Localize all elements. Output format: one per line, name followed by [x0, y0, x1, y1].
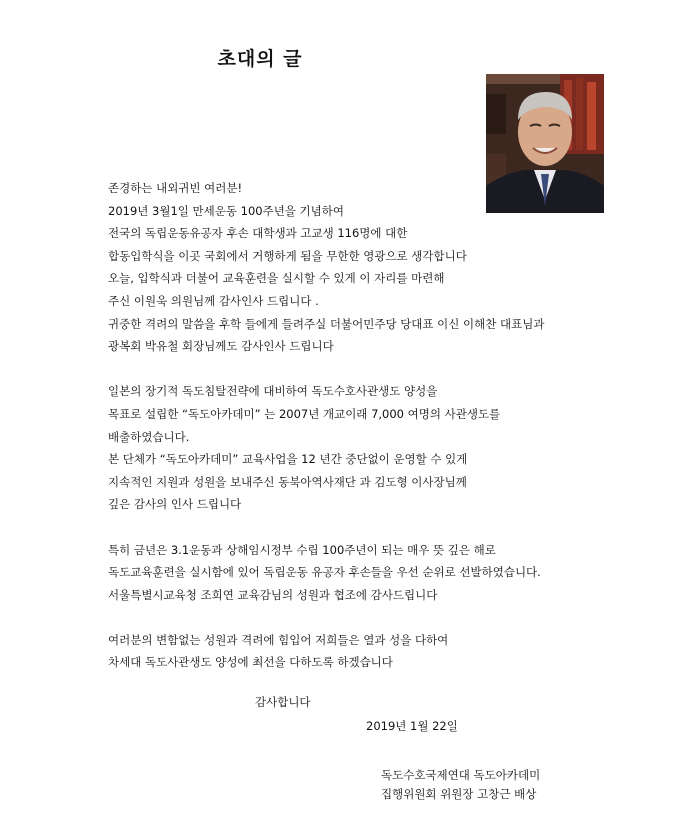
- letter-date: 2019년 1월 22일: [366, 719, 458, 733]
- text-line: 귀중한 격려의 말씀을 후학 들에게 들려주실 더불어민주당 당대표 이신 이해찬 대표님과: [108, 316, 545, 331]
- signature-block: [381, 766, 540, 804]
- text-line: 여러분의 변함없는 성원과 격려에 힘입어 저희들은 열과 성을 다하여: [108, 632, 449, 647]
- text-line: 오늘, 입학식과 더불어 교육훈련을 실시할 수 있게 이 자리를 마련해: [108, 271, 445, 286]
- text-line: 광복회 박유철 회장님께도 감사인사 드립니다: [108, 339, 334, 354]
- signature-organization: 독도수호국제연대 독도아카데미: [381, 768, 541, 782]
- text-line: 차세대 독도사관생도 양성에 최선을 다하도록 하겠습니다: [108, 655, 393, 670]
- paragraph-spacer: [108, 358, 688, 381]
- text-line: 존경하는 내외귀빈 여러분!: [108, 181, 243, 195]
- text-line: 합동입학식을 이곳 국회에서 거행하게 됨을 무한한 영광으로 생각합니다: [108, 248, 467, 263]
- paragraph-spacer: [108, 516, 688, 539]
- page-title: 초대의 글: [217, 48, 303, 70]
- text-line: 본 단체가 “독도아카데미” 교육사업을 12 년간 중단없이 운영할 수 있게: [108, 452, 468, 467]
- text-line: 깊은 감사의 인사 드립니다: [108, 497, 242, 512]
- paragraph-anniversary: [108, 539, 688, 607]
- text-line: 전국의 독립운동유공자 후손 대학생과 고교생 116명에 대한: [108, 226, 408, 241]
- letter-body: [108, 177, 688, 674]
- text-line: 2019년 3월1일 만세운동 100주년을 기념하여: [108, 203, 344, 218]
- paragraph-greeting: [108, 177, 688, 358]
- paragraph-pledge: [108, 629, 688, 674]
- text-line: 배출하였습니다.: [108, 429, 190, 444]
- text-line: 서울특별시교육청 조희연 교육감님의 성원과 협조에 감사드립니다: [108, 587, 438, 602]
- text-line: 특히 금년은 3.1운동과 상해임시정부 수립 100주년이 되는 매우 뜻 깊은 해로: [108, 542, 496, 557]
- text-line: 독도교육훈련을 실시함에 있어 독립운동 유공자 후손들을 우선 순위로 선발하였습니다.: [108, 565, 541, 580]
- signature-name: 집행위원회 위원장 고창근 배상: [381, 787, 537, 801]
- paragraph-academy: [108, 380, 688, 516]
- text-line: 일본의 장기적 독도침탈전략에 대비하여 독도수호사관생도 양성을: [108, 384, 438, 399]
- text-line: 지속적인 지원과 성원을 보내주신 동북아역사재단 과 김도형 이사장님께: [108, 474, 467, 489]
- text-line: 주신 이원욱 의원님께 감사인사 드립니다 .: [108, 293, 319, 308]
- closing-thanks: 감사합니다: [255, 695, 311, 709]
- text-line: 목표로 설립한 “독도아카데미” 는 2007년 개교이래 7,000 여명의 사관생도를: [108, 406, 501, 421]
- paragraph-spacer: [108, 606, 688, 629]
